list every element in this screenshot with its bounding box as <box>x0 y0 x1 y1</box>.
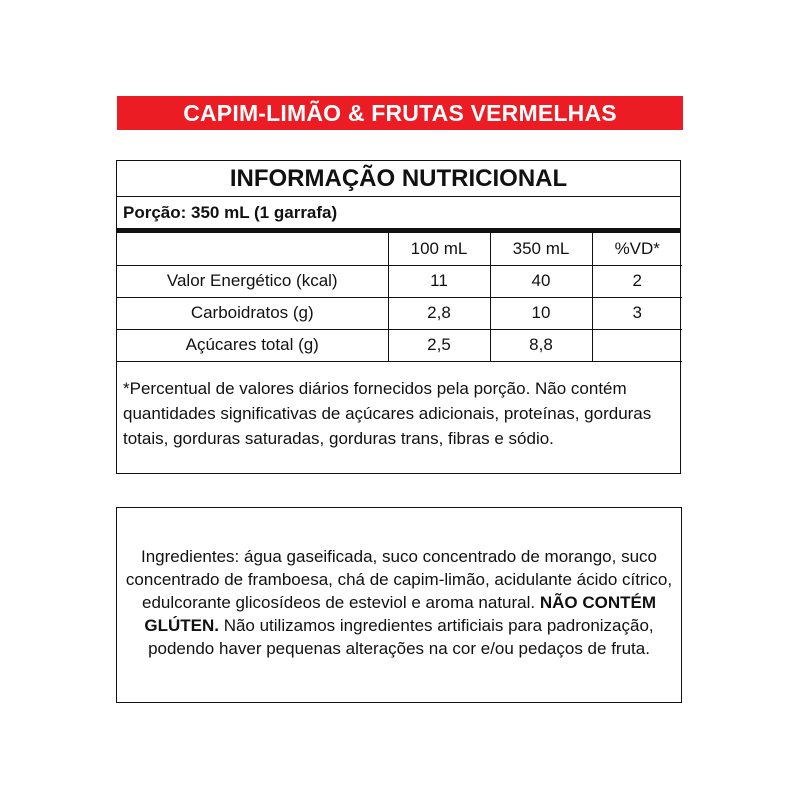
table-row <box>117 297 682 329</box>
table-header-row <box>117 233 682 265</box>
product-title: CAPIM-LIMÃO & FRUTAS VERMELHAS <box>183 99 617 126</box>
header-per-100ml: 100 mL <box>388 233 490 265</box>
nutrition-title: INFORMAÇÃO NUTRICIONAL <box>117 161 680 197</box>
daily-value-footnote: *Percentual de valores diários fornecidos pela porção. Não contém quantidades significativas de açúcares adicionais, proteínas, gorduras totais, gorduras saturadas, gorduras trans, fibras e sódio. <box>123 378 652 448</box>
row-label: Carboidratos (g) <box>117 297 388 329</box>
gluten-free-notice: NÃO CONTÉM GLÚTEN. <box>144 592 657 635</box>
row-per-350ml: 8,8 <box>490 329 592 361</box>
ingredients-panel <box>116 507 682 703</box>
row-per-100ml: 11 <box>388 265 490 297</box>
table-row <box>117 265 682 297</box>
row-per-350ml: 40 <box>490 265 592 297</box>
nutrition-table <box>117 233 682 362</box>
row-daily-value: 3 <box>592 297 682 329</box>
header-per-350ml: 350 mL <box>490 233 592 265</box>
table-row <box>117 329 682 361</box>
row-per-350ml: 10 <box>490 297 592 329</box>
ingredients-disclaimer: Não utilizamos ingredientes artificiais para padronização, podendo haver pequenas alterações na cor e/ou pedaços de fruta. <box>148 615 654 658</box>
row-per-100ml: 2,5 <box>388 329 490 361</box>
product-title-banner <box>117 96 683 130</box>
row-label: Valor Energético (kcal) <box>117 265 388 297</box>
row-label: Açúcares total (g) <box>117 329 388 361</box>
row-daily-value: 2 <box>592 265 682 297</box>
portion-size: Porção: 350 mL (1 garrafa) <box>117 197 680 233</box>
header-daily-value: %VD* <box>592 233 682 265</box>
row-daily-value <box>592 329 682 361</box>
ingredients-text <box>122 545 677 660</box>
ingredients-list: Ingredientes: água gaseificada, suco concentrado de morango, suco concentrado de framboesa, chá de capim-limão, acidulante ácido cítrico, edulcorante glicosídeos de esteviol e aroma natural. <box>125 546 673 612</box>
nutrition-facts-panel <box>116 160 681 474</box>
header-blank-cell <box>117 233 388 265</box>
row-per-100ml: 2,8 <box>388 297 490 329</box>
